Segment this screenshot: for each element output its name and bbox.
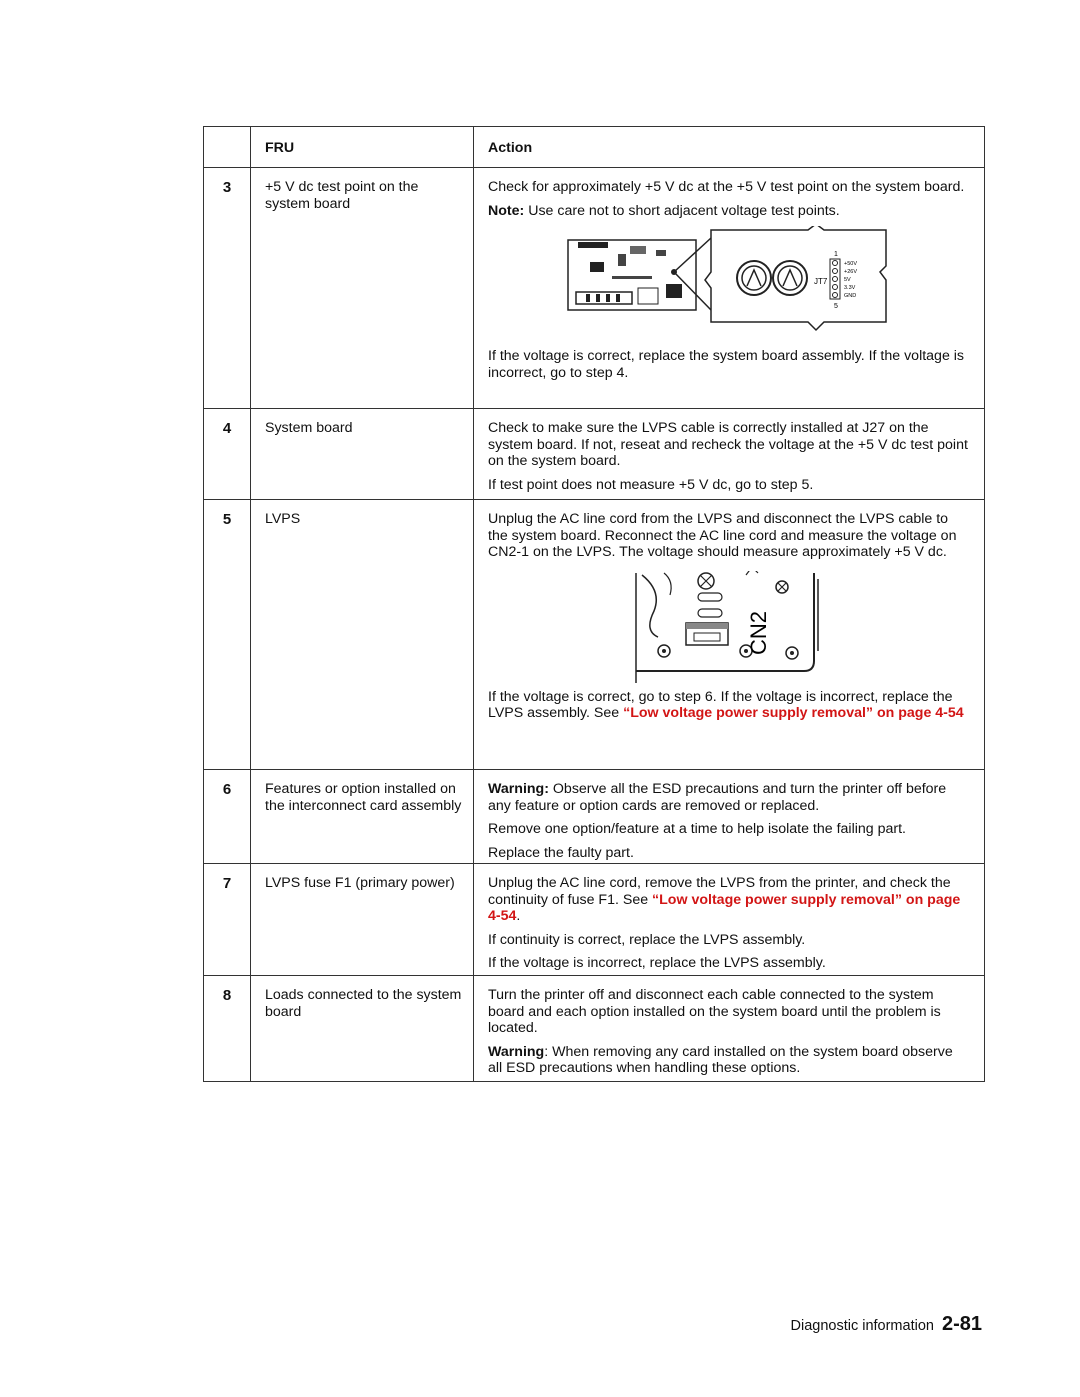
action-text: Unplug the AC line cord from the LVPS and disconnect the LVPS cable to the system board. Reconnect the AC line cord and measure the voltage on CN2-1 on the LVPS. The voltage should measure approximately +5 V dc. <box>488 511 957 560</box>
action-text: If the voltage is correct, replace the system board assembly. If the voltage is incorrect, go to step 4. <box>488 348 965 381</box>
warning-label: Warning <box>488 1043 545 1060</box>
warning-paragraph <box>488 1044 970 1077</box>
period: . <box>516 908 521 924</box>
action-text: Unplug the AC line cord, remove the LVPS from the printer, and check the continuity of fuse F1. See <box>488 875 951 908</box>
voltage-label-2: +26V <box>844 269 857 275</box>
action-paragraph <box>488 689 970 722</box>
action-text: Remove one option/feature at a time to help isolate the failing part. <box>488 821 906 837</box>
action-cell <box>474 409 984 499</box>
table-row-step-4 <box>204 409 984 500</box>
table-row-step-3 <box>204 168 984 409</box>
page-footer <box>791 1313 983 1336</box>
diagnostic-table <box>203 126 985 1082</box>
warning-text: Observe all the ESD precautions and turn the printer off before any feature or option cards are removed or replaced. <box>488 781 947 814</box>
table-header-row <box>204 127 984 168</box>
voltage-label-4: 3.3V <box>844 285 856 291</box>
action-paragraph <box>488 875 970 925</box>
fru-header: FRU <box>251 127 474 167</box>
system-board-test-point-figure <box>556 226 970 348</box>
voltage-label-1: +50V <box>844 261 857 267</box>
action-text: Replace the faulty part. <box>488 844 634 861</box>
step-number: 3 <box>204 168 251 408</box>
step-header <box>204 127 251 167</box>
pin-5-label: 5 <box>834 303 838 310</box>
voltage-label-5: GND <box>844 293 857 299</box>
pin-1-label: 1 <box>834 251 838 258</box>
action-header: Action <box>488 140 533 156</box>
warning-paragraph <box>488 781 970 814</box>
jt7-label: JT7 <box>814 277 828 286</box>
warning-text: : When removing any card installed on the system board observe all ESD precautions when handling these options. <box>488 1043 953 1076</box>
table-row-step-8 <box>204 976 984 1081</box>
lvps-cn2-figure <box>634 571 970 689</box>
step-number: 7 <box>204 864 251 975</box>
action-text: If the voltage is incorrect, replace the LVPS assembly. <box>488 955 826 971</box>
fru-cell: +5 V dc test point on the system board <box>251 168 474 408</box>
lvps-removal-link[interactable]: “Low voltage power supply removal” on page 4-54 <box>488 891 961 924</box>
action-text: Turn the printer off and disconnect each cable connected to the system board and each option installed on the system board until the problem is located. <box>488 987 941 1036</box>
fru-cell: LVPS fuse F1 (primary power) <box>251 864 474 975</box>
section-title: Diagnostic information <box>790 1318 934 1334</box>
step-number: 6 <box>204 770 251 863</box>
action-text: Check to make sure the LVPS cable is correctly installed at J27 on the system board. If not, reseat and recheck the voltage at the +5 V dc test point on the system board. <box>488 420 968 469</box>
step-number: 5 <box>204 500 251 769</box>
note-text: Use care not to short adjacent voltage test points. <box>524 202 840 219</box>
table-row-step-6 <box>204 770 984 864</box>
step-number: 8 <box>204 976 251 1081</box>
step-number: 4 <box>204 409 251 499</box>
voltage-label-3: 5V <box>844 277 851 283</box>
system-board-diagram <box>556 226 896 346</box>
lvps-removal-link[interactable]: “Low voltage power supply removal” on page 4-54 <box>623 705 964 721</box>
warning-label: Warning: <box>488 781 549 797</box>
action-text: If test point does not measure +5 V dc, go to step 5. <box>488 476 814 493</box>
action-cell <box>474 864 984 975</box>
fru-cell: LVPS <box>251 500 474 769</box>
action-cell <box>474 770 984 863</box>
action-text: If the voltage is correct, go to step 6. If the voltage is incorrect, replace the LVPS assembly. See <box>488 688 953 721</box>
fru-cell: System board <box>251 409 474 499</box>
note-paragraph <box>488 203 970 220</box>
page-number: 2-81 <box>941 1313 982 1335</box>
table-row-step-7 <box>204 864 984 976</box>
action-text: If continuity is correct, replace the LVPS assembly. <box>488 931 806 948</box>
table-row-step-5 <box>204 500 984 770</box>
lvps-diagram <box>634 571 834 687</box>
note-label: Note: <box>488 202 525 219</box>
cn2-label: CN2 <box>746 610 771 655</box>
fru-cell: Loads connected to the system board <box>251 976 474 1081</box>
action-cell <box>474 168 984 408</box>
action-cell <box>474 500 984 769</box>
action-text: Check for approximately +5 V dc at the +5 V test point on the system board. <box>488 179 965 195</box>
action-cell <box>474 976 984 1081</box>
fru-cell: Features or option installed on the interconnect card assembly <box>251 770 474 863</box>
